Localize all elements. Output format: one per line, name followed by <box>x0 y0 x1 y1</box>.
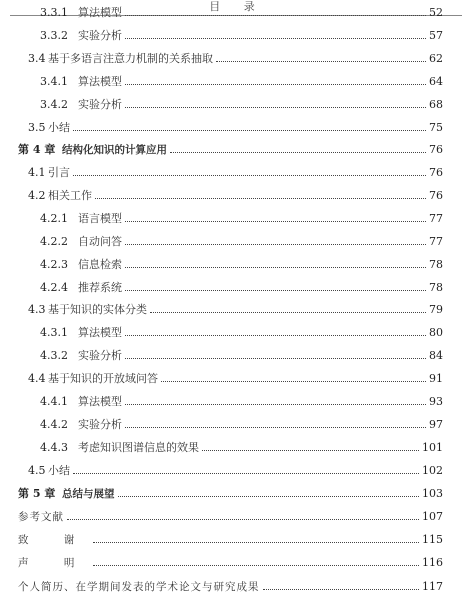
toc-entry-title: 算法模型 <box>78 75 122 88</box>
toc-entry-title: 实验分析 <box>78 349 122 362</box>
toc-entry-page-number: 101 <box>422 441 443 454</box>
toc-entry-number: 4.2.4 <box>40 281 68 294</box>
toc-entry[interactable] <box>28 119 443 135</box>
toc-entry-number: 4.3.1 <box>40 326 68 339</box>
toc-dot-leader <box>93 542 419 543</box>
toc-entry[interactable] <box>28 301 443 317</box>
toc-dot-leader <box>125 335 426 336</box>
toc-entry[interactable] <box>18 554 443 570</box>
toc-entry[interactable] <box>40 279 443 295</box>
toc-entry-title: 结构化知识的计算应用 <box>62 144 167 156</box>
toc-entry-page-number: 57 <box>429 29 443 42</box>
toc-entry-title: 算法模型 <box>78 395 122 408</box>
toc-dot-leader <box>73 473 419 474</box>
toc-entry-page-number: 78 <box>429 281 443 294</box>
toc-dot-leader <box>125 221 426 222</box>
toc-entry-number: 3.3.1 <box>40 6 68 19</box>
toc-entry-title: 声 明 <box>18 557 91 569</box>
toc-entry[interactable] <box>18 485 443 501</box>
toc-entry[interactable] <box>40 73 443 89</box>
toc-entry-page-number: 76 <box>429 166 443 179</box>
toc-entry-page-number: 76 <box>429 189 443 202</box>
toc-entry[interactable] <box>28 187 443 203</box>
toc-entry[interactable] <box>28 370 443 386</box>
toc-dot-leader <box>125 15 426 16</box>
toc-entry-page-number: 91 <box>429 372 443 385</box>
toc-entry-number: 4.3.2 <box>40 349 68 362</box>
toc-entry-page-number: 76 <box>429 143 443 156</box>
toc-entry-page-number: 77 <box>429 235 443 248</box>
toc-entry-title: 自动问答 <box>78 235 122 248</box>
toc-entry-page-number: 115 <box>422 533 443 546</box>
toc-entry-title: 算法模型 <box>78 6 122 19</box>
toc-dot-leader <box>125 244 426 245</box>
toc-entry-title: 推荐系统 <box>78 281 122 294</box>
toc-dot-leader <box>150 312 426 313</box>
toc-dot-leader <box>170 152 426 153</box>
toc-entry-title: 总结与展望 <box>62 488 115 500</box>
toc-entry-title: 小结 <box>48 464 70 477</box>
toc-entry-page-number: 68 <box>429 98 443 111</box>
toc-entry-page-number: 62 <box>429 52 443 65</box>
toc-entry[interactable] <box>40 210 443 226</box>
toc-entry-title: 实验分析 <box>78 98 122 111</box>
toc-entry-title: 实验分析 <box>78 29 122 42</box>
toc-entry-number: 3.5 <box>28 121 46 134</box>
toc-entry-number: 3.4.2 <box>40 98 68 111</box>
toc-entry-page-number: 102 <box>422 464 443 477</box>
toc-entry-title: 相关工作 <box>48 189 92 202</box>
toc-entry-title: 致 谢 <box>18 534 91 546</box>
toc-entry-number: 4.4 <box>28 372 46 385</box>
toc-entry-page-number: 64 <box>429 75 443 88</box>
toc-entry[interactable] <box>40 256 443 272</box>
page-header-title: 目 录 <box>209 0 265 13</box>
toc-entry[interactable] <box>40 96 443 112</box>
toc-dot-leader <box>95 198 426 199</box>
toc-entry[interactable] <box>40 416 443 432</box>
toc-entry-number: 4.4.1 <box>40 395 68 408</box>
toc-dot-leader <box>125 404 426 405</box>
toc-entry-page-number: 77 <box>429 212 443 225</box>
toc-entry[interactable] <box>40 4 443 20</box>
toc-entry-title: 考虑知识图谱信息的效果 <box>78 441 199 454</box>
toc-entry-number: 3.3.2 <box>40 29 68 42</box>
toc-dot-leader <box>161 381 426 382</box>
toc-entry[interactable] <box>18 578 443 594</box>
toc-entry-title: 小结 <box>48 121 70 134</box>
toc-entry-title: 基于知识的实体分类 <box>48 303 147 316</box>
toc-entry-page-number: 107 <box>422 510 443 523</box>
toc-dot-leader <box>125 427 426 428</box>
toc-entry[interactable] <box>40 347 443 363</box>
toc-entry-page-number: 80 <box>429 326 443 339</box>
toc-entry-title: 基于知识的开放域问答 <box>48 372 158 385</box>
toc-entry-title: 语言模型 <box>78 212 122 225</box>
toc-entry[interactable] <box>40 324 443 340</box>
toc-entry[interactable] <box>40 393 443 409</box>
toc-entry-title: 算法模型 <box>78 326 122 339</box>
toc-entry-number: 4.2.2 <box>40 235 68 248</box>
toc-dot-leader <box>118 496 420 497</box>
toc-entry-page-number: 79 <box>429 303 443 316</box>
toc-entry-title: 个人简历、在学期间发表的学术论文与研究成果 <box>18 581 260 593</box>
toc-dot-leader <box>125 84 426 85</box>
toc-entry-page-number: 97 <box>429 418 443 431</box>
toc-entry-number: 4.2 <box>28 189 46 202</box>
toc-entry-number: 4.2.3 <box>40 258 68 271</box>
toc-entry-number: 4.4.2 <box>40 418 68 431</box>
toc-dot-leader <box>125 358 426 359</box>
toc-entry[interactable] <box>18 508 443 524</box>
toc-entry-number: 4.4.3 <box>40 441 68 454</box>
toc-entry-page-number: 84 <box>429 349 443 362</box>
toc-entry-page-number: 78 <box>429 258 443 271</box>
toc-entry-page-number: 93 <box>429 395 443 408</box>
toc-entry-title: 实验分析 <box>78 418 122 431</box>
toc-entry-number: 4.1 <box>28 166 46 179</box>
toc-entry-title: 基于多语言注意力机制的关系抽取 <box>48 52 213 65</box>
toc-entry-number: 4.5 <box>28 464 46 477</box>
toc-entry-number: 第 4 章 <box>18 143 56 156</box>
toc-dot-leader <box>67 519 419 520</box>
toc-dot-leader <box>125 38 426 39</box>
toc-dot-leader <box>216 61 426 62</box>
toc-dot-leader <box>93 565 419 566</box>
toc-entry-page-number: 103 <box>422 487 443 500</box>
toc-entry-title: 信息检索 <box>78 258 122 271</box>
toc-entry-title: 参考文献 <box>18 511 64 523</box>
toc-dot-leader <box>125 267 426 268</box>
toc-entry[interactable] <box>18 531 443 547</box>
toc-dot-leader <box>263 589 420 590</box>
toc-entry-number: 3.4.1 <box>40 75 68 88</box>
toc-entry[interactable] <box>40 439 443 455</box>
toc-entry-number: 3.4 <box>28 52 46 65</box>
toc-entry[interactable] <box>40 233 443 249</box>
toc-entry-number: 第 5 章 <box>18 487 56 500</box>
toc-entry-page-number: 75 <box>429 121 443 134</box>
toc-entry-number: 4.2.1 <box>40 212 68 225</box>
toc-dot-leader <box>202 450 419 451</box>
toc-entry-page-number: 116 <box>422 556 443 569</box>
toc-dot-leader <box>125 290 426 291</box>
toc-entry-page-number: 117 <box>422 580 443 593</box>
toc-entry[interactable] <box>18 141 443 157</box>
toc-entry[interactable] <box>28 462 443 478</box>
toc-dot-leader <box>125 107 426 108</box>
toc-entry[interactable] <box>28 164 443 180</box>
toc-entry-title: 引言 <box>48 166 70 179</box>
toc-dot-leader <box>73 130 426 131</box>
toc-entry-number: 4.3 <box>28 303 46 316</box>
toc-entry-page-number: 52 <box>429 6 443 19</box>
toc-entry[interactable] <box>28 50 443 66</box>
toc-dot-leader <box>73 175 426 176</box>
toc-entry[interactable] <box>40 27 443 43</box>
